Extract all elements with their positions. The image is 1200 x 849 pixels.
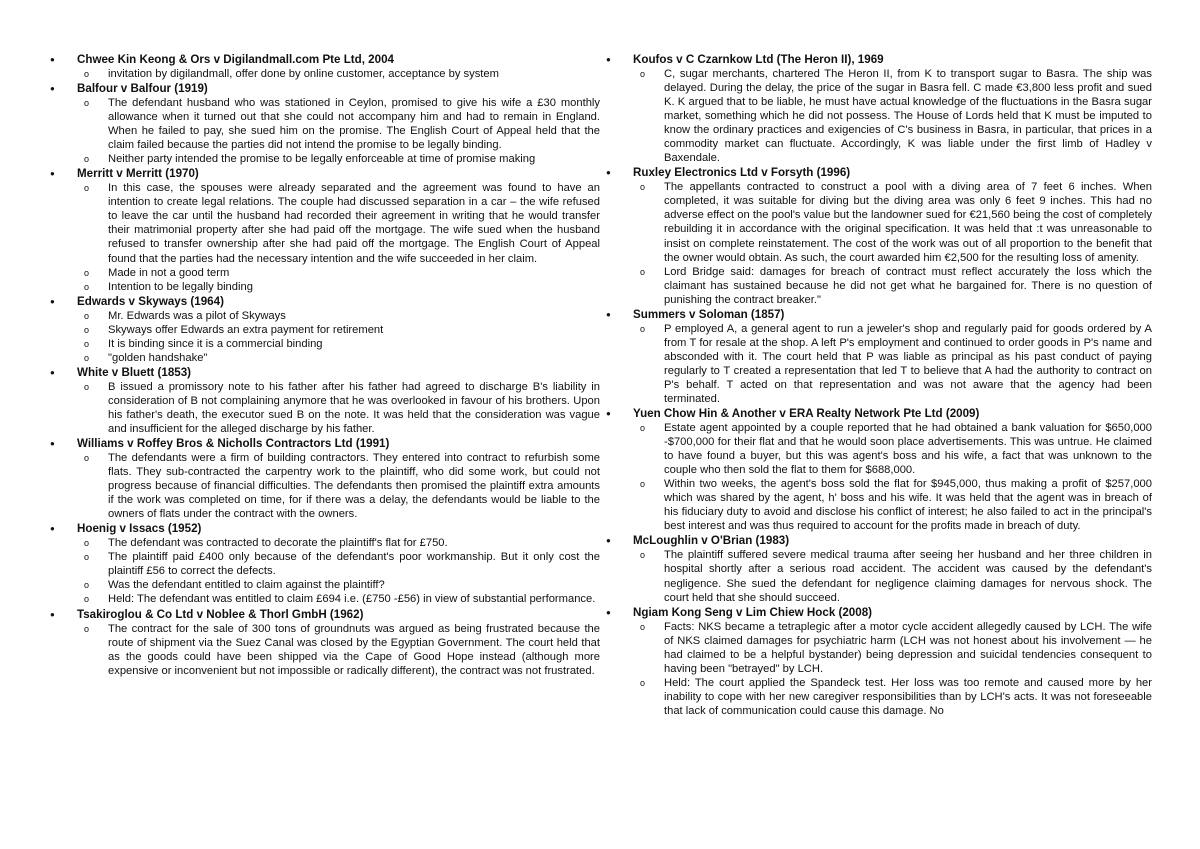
case-point bbox=[77, 67, 600, 81]
case-point-text: The defendant husband who was stationed in Ceylon, promised to give his wife a £30 monthly allowance when it turned out that she could not accompany him and had to remain in England. When he failed to pay, she sued him on the promise. The English Court of Appeal held that the claim failed because the parties did not intend the promise to be legally binding. bbox=[108, 97, 600, 152]
case-point bbox=[77, 578, 600, 592]
bullet-icon: ● bbox=[606, 607, 611, 617]
case-point bbox=[633, 421, 1152, 477]
hollow-bullet-icon: o bbox=[84, 623, 90, 634]
case-title: Summers v Soloman (1857) bbox=[633, 307, 785, 321]
case-points bbox=[77, 309, 600, 365]
case-point bbox=[77, 592, 600, 606]
bullet-icon: ● bbox=[50, 55, 55, 64]
case-entry bbox=[606, 52, 1152, 165]
hollow-bullet-icon: o bbox=[84, 453, 90, 464]
case-point bbox=[633, 548, 1152, 604]
case-entry bbox=[50, 521, 600, 606]
hollow-bullet-icon: o bbox=[84, 580, 90, 591]
case-entry bbox=[606, 533, 1152, 604]
bullet-icon: ● bbox=[606, 55, 611, 64]
hollow-bullet-icon: o bbox=[84, 183, 90, 194]
hollow-bullet-icon: o bbox=[640, 479, 646, 490]
case-title: Hoenig v Issacs (1952) bbox=[77, 522, 202, 536]
case-point bbox=[77, 380, 600, 436]
left-column bbox=[50, 52, 600, 678]
case-point bbox=[77, 152, 600, 166]
case-point bbox=[77, 280, 600, 294]
case-point-text: The plaintiff suffered severe medical trauma after seeing her husband and her three children in hospital shortly after a serious road accident. The accident was caused by the defendant's negligence. She sued the defendant for negligence claiming damages for nervous shock. The court held that she should succeed. bbox=[664, 549, 1152, 604]
case-points bbox=[633, 620, 1152, 718]
hollow-bullet-icon: o bbox=[84, 69, 90, 79]
case-point-text: The plaintiff paid £400 only because of the defendant's poor workmanship. But it only cost the plaintiff £56 to correct the defects. bbox=[108, 551, 600, 578]
bullet-icon: ● bbox=[50, 609, 55, 619]
hollow-bullet-icon: o bbox=[84, 381, 90, 392]
hollow-bullet-icon: o bbox=[84, 154, 90, 165]
case-point bbox=[77, 622, 600, 678]
hollow-bullet-icon: o bbox=[84, 267, 90, 278]
case-point-text: "golden handshake" bbox=[108, 351, 208, 364]
case-title: Edwards v Skyways (1964) bbox=[77, 294, 224, 308]
bullet-icon: ● bbox=[606, 168, 611, 178]
case-title: Merritt v Merritt (1970) bbox=[77, 167, 199, 181]
case-points bbox=[633, 421, 1152, 533]
hollow-bullet-icon: o bbox=[84, 324, 90, 335]
hollow-bullet-icon: o bbox=[84, 352, 90, 363]
case-point-text: The defendants were a firm of building contractors. They entered into contract to refurbish some flats. They sub-contracted the carpentry work to the plaintiff, who did some work, but could not progress because of financial difficulties. The defendants then promised the plaintiff extra amounts if the work was completed on time, for if there was a delay, the defendants would be liable to the owners of flats under the contract with the owners. bbox=[108, 452, 600, 521]
hollow-bullet-icon: o bbox=[84, 338, 90, 349]
case-point-text: In this case, the spouses were already separated and the agreement was found to have an intention to create legal relations. The couple had discussed separation in a car – the wife refused to leave the car until the husband had recorded their agreement in writing that he would transfer their matrimonial property after she had paid off the mortgage. The wife sued when the husband refused to transfer ownership after she had paid off the mortgage. The English Court of Appeal found that the parties had the necessary intention and the wife succeeded in her claim. bbox=[108, 182, 600, 265]
case-title: Yuen Chow Hin & Another v ERA Realty Network Pte Ltd (2009) bbox=[633, 407, 980, 421]
case-points bbox=[77, 536, 600, 606]
bullet-icon: ● bbox=[50, 169, 55, 179]
hollow-bullet-icon: o bbox=[84, 552, 90, 563]
case-title: Ngiam Kong Seng v Lim Chiew Hock (2008) bbox=[633, 605, 873, 619]
case-point bbox=[77, 451, 600, 521]
hollow-bullet-icon: o bbox=[640, 621, 646, 632]
case-entry bbox=[606, 165, 1152, 306]
case-point-text: Skyways offer Edwards an extra payment for retirement bbox=[108, 323, 384, 336]
case-point bbox=[633, 620, 1152, 676]
case-entry bbox=[606, 307, 1152, 406]
case-title: McLoughlin v O'Brian (1983) bbox=[633, 534, 790, 548]
bullet-icon: ● bbox=[50, 84, 55, 94]
case-points bbox=[77, 181, 600, 293]
hollow-bullet-icon: o bbox=[84, 98, 90, 109]
case-points bbox=[633, 548, 1152, 604]
case-entry bbox=[50, 52, 600, 81]
bullet-icon: ● bbox=[606, 409, 611, 419]
case-entry bbox=[50, 166, 600, 293]
case-point bbox=[633, 180, 1152, 264]
case-point-text: Held: The defendant was entitled to claim £694 i.e. (£750 -£56) in view of substantial performance. bbox=[108, 593, 596, 606]
case-point bbox=[77, 96, 600, 152]
hollow-bullet-icon: o bbox=[640, 677, 646, 688]
case-point bbox=[633, 322, 1152, 406]
case-point-text: Mr. Edwards was a pilot of Skyways bbox=[108, 309, 286, 322]
case-points bbox=[77, 451, 600, 521]
case-entry bbox=[606, 605, 1152, 718]
case-point-text: Lord Bridge said: damages for breach of contract must reflect accurately the loss which the claimant has sustained because he did not get what he bargained for. There is no question of punishing the contract breaker." bbox=[664, 265, 1152, 306]
hollow-bullet-icon: o bbox=[640, 182, 646, 193]
case-point-text: C, sugar merchants, chartered The Heron II, from K to transport sugar to Basra. The ship was delayed. During the delay, the price of the sugar in Basra fell. C made €3,800 less profit and sued K. K argued that to be liable, he must have actual knowledge of the fluctuations in the Basra sugar market, something which he did not possess. The House of Lords held that K must be imputed to know the ordinary practices and exigencies of C's business in Basra, in particular, that prices in a commodity market can fluctuate. Accordingly, K was liable under the first limb of Hadley v Baxendale. bbox=[664, 68, 1152, 165]
bullet-icon: ● bbox=[606, 536, 611, 546]
case-points bbox=[633, 67, 1152, 165]
case-point-text: The defendant was contracted to decorate the plaintiff's flat for £750. bbox=[108, 537, 448, 550]
case-point bbox=[77, 337, 600, 351]
case-point-text: It is binding since it is a commercial binding bbox=[108, 337, 323, 350]
case-title: Balfour v Balfour (1919) bbox=[77, 82, 208, 96]
case-point bbox=[633, 676, 1152, 718]
case-points bbox=[633, 322, 1152, 406]
case-title: Koufos v C Czarnkow Ltd (The Heron II), 1969 bbox=[633, 53, 884, 66]
case-entry bbox=[606, 406, 1152, 533]
case-entry bbox=[50, 294, 600, 365]
case-point bbox=[633, 67, 1152, 165]
case-points bbox=[77, 380, 600, 436]
bullet-icon: ● bbox=[606, 309, 611, 319]
case-point-text: Facts: NKS became a tetraplegic after a motor cycle accident allegedly caused by LCH. The wife of NKS claimed damages for psychiatric harm (LCH was not honest about his involvement — he had claimed to be a helpful bystander) being depression and suicidal tendencies consequent to having been "betrayed" by LCH. bbox=[664, 620, 1152, 675]
case-entry bbox=[50, 436, 600, 521]
case-point-text: The contract for the sale of 300 tons of groundnuts was argued as being frustrated because the route of shipment via the Suez Canal was closed by the Egyptian Government. The court held that as the goods could have been shipped via the Cape of Good Hope instead (although more expensive or inconvenient but not impossible or radically different), the contract was not frustrated. bbox=[108, 622, 600, 677]
bullet-icon: ● bbox=[50, 367, 55, 377]
case-point-text: Held: The court applied the Spandeck test. Her loss was too remote and caused more by her inability to cope with her new caregiver responsibilities than by LCH's acts. It was not foreseeable that lack of communication could cause this damage. No bbox=[664, 676, 1152, 717]
case-point bbox=[77, 309, 600, 323]
case-title: Williams v Roffey Bros & Nicholls Contractors Ltd (1991) bbox=[77, 437, 390, 451]
bullet-icon: ● bbox=[50, 439, 55, 449]
case-entry bbox=[50, 81, 600, 166]
case-points bbox=[77, 622, 600, 678]
case-entry bbox=[50, 365, 600, 436]
case-point-text: Estate agent appointed by a couple reported that he had obtained a bank valuation for $650,000 -$700,000 for their flat and that he would soon place advertisements. This was untrue. He claimed to have found a buyer, but this was agent's boss and his wife, a fact that was unknown to the couple who then sold the flat to them for $688,000. bbox=[664, 422, 1152, 477]
hollow-bullet-icon: o bbox=[84, 594, 90, 605]
hollow-bullet-icon: o bbox=[84, 310, 90, 321]
right-column bbox=[606, 52, 1152, 718]
case-points bbox=[77, 67, 600, 81]
hollow-bullet-icon: o bbox=[84, 281, 90, 292]
case-point bbox=[77, 181, 600, 265]
case-point bbox=[77, 550, 600, 578]
hollow-bullet-icon: o bbox=[640, 423, 646, 434]
case-points bbox=[77, 96, 600, 166]
case-entry bbox=[50, 607, 600, 678]
case-title: Tsakiroglou & Co Ltd v Noblee & Thorl GmbH (1962) bbox=[77, 607, 364, 621]
hollow-bullet-icon: o bbox=[640, 266, 646, 277]
case-point bbox=[633, 265, 1152, 307]
case-point-text: Neither party intended the promise to be legally enforceable at time of promise making bbox=[108, 153, 536, 166]
case-point bbox=[77, 351, 600, 365]
bullet-icon: ● bbox=[50, 524, 55, 534]
case-point-text: The appellants contracted to construct a pool with a diving area of 7 feet 6 inches. When completed, it was suitable for diving but the diving area was only 6 feet 9 inches. This had no adverse effect on the pool's value but the landowner sued for €21,560 being the cost of completely rebuilding it in accordance with the original specification. It was held that :t was unreasonable to insist on complete reinstatement. The cost of the work was out of all proportion to the benefit that the owner would obtain. As such, the court awarded him €2,500 for the resulting loss of amenity. bbox=[664, 181, 1152, 264]
case-point bbox=[77, 536, 600, 550]
case-title: Ruxley Electronics Ltd v Forsyth (1996) bbox=[633, 166, 851, 180]
case-title: White v Bluett (1853) bbox=[77, 365, 192, 379]
case-point-text: Made in not a good term bbox=[108, 266, 230, 279]
hollow-bullet-icon: o bbox=[640, 69, 646, 79]
case-point-text: Within two weeks, the agent's boss sold the flat for $945,000, thus making a profit of $257,000 which was shared by the agent, h' boss and his wife. It was held that the agent was in breach of his fiduciary duty to avoid and disclose his conflict of interest; he also failed to act in the principal's best interest and was thus required to account for the profits made in breach of duty. bbox=[664, 478, 1152, 533]
case-points bbox=[633, 180, 1152, 306]
case-point bbox=[77, 266, 600, 280]
case-title: Chwee Kin Keong & Ors v Digilandmall.com Pte Ltd, 2004 bbox=[77, 53, 394, 66]
hollow-bullet-icon: o bbox=[640, 550, 646, 561]
hollow-bullet-icon: o bbox=[84, 538, 90, 549]
case-point-text: B issued a promissory note to his father after his father had agreed to discharge B's liability in consideration of B not complaining anymore that he was overlooked in favour of his brothers. Upon his father's death, the executor sued B on the note. It was held that the consideration was vague and insufficient for the alleged discharge by his father. bbox=[108, 380, 600, 435]
case-point-text: invitation by digilandmall, offer done by online customer, acceptance by system bbox=[108, 68, 499, 80]
case-point bbox=[633, 477, 1152, 533]
case-point bbox=[77, 323, 600, 337]
case-point-text: Intention to be legally binding bbox=[108, 280, 253, 293]
bullet-icon: ● bbox=[50, 296, 55, 306]
case-point-text: P employed A, a general agent to run a jeweler's shop and regularly paid for goods ordered by A from T for resale at the shop. A left P's employment and continued to order goods in P's name and absconded with it. The court held that P was liable as principal as his past conduct of paying regularly to T created a representation that led T to believe that A had the authority to contract on P's behalf. T acted on that representation and was not aware that the agency had been terminated. bbox=[664, 322, 1152, 405]
case-point-text: Was the defendant entitled to claim against the plaintiff? bbox=[108, 579, 385, 592]
hollow-bullet-icon: o bbox=[640, 323, 646, 334]
